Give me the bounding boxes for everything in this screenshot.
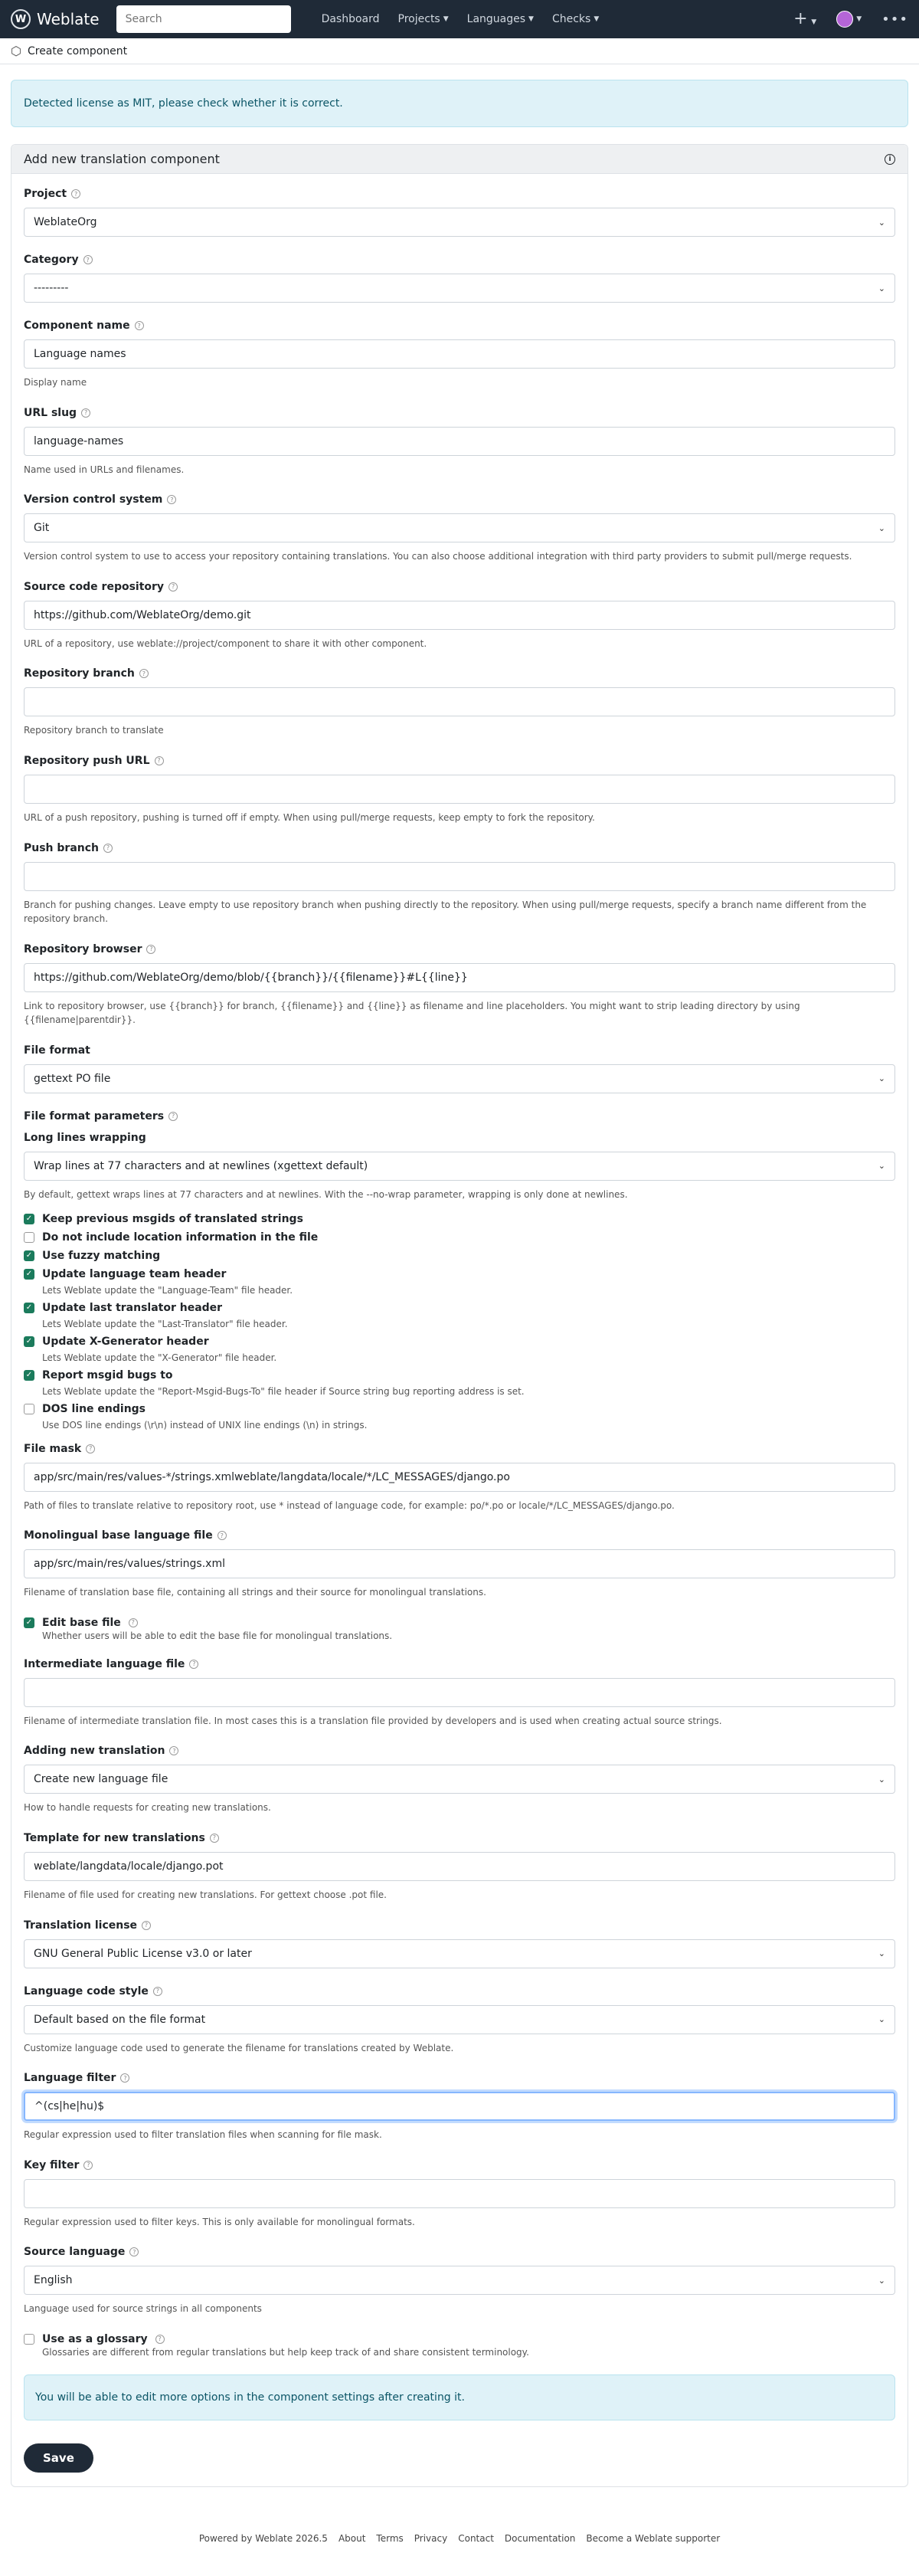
repo-branch-input[interactable] xyxy=(24,687,895,716)
help-icon[interactable]: ? xyxy=(139,669,149,678)
category-select[interactable]: --------- ⌄ xyxy=(24,274,895,303)
component-name-label: Component name xyxy=(24,320,130,332)
repo-browser-help: Link to repository browser, use {{branch}} for branch, {{filename}} and {{line}} as filename and line placeholders. You might want to strip leading directory by using {{filename|parentdir}}. xyxy=(24,1000,800,1026)
nav-dashboard[interactable]: Dashboard xyxy=(321,13,380,25)
help-icon[interactable]: ? xyxy=(155,2335,165,2344)
user-menu[interactable]: ▼ xyxy=(836,11,862,28)
push-url-help: URL of a push repository, pushing is turned off if empty. When using pull/merge requests, keep empty to fork the repository. xyxy=(24,811,595,823)
key-filter-group xyxy=(24,2159,895,2230)
check-help: Lets Weblate update the "Language-Team" file header. xyxy=(42,1284,293,1296)
lang-filter-input[interactable]: ^(cs|he|hu)$ xyxy=(24,2092,895,2121)
license-alert: Detected license as MIT, please check whether it is correct. xyxy=(11,80,908,127)
help-icon[interactable]: ? xyxy=(217,1531,227,1540)
create-component-card xyxy=(11,144,908,2487)
add-menu[interactable]: + ▼ xyxy=(793,9,817,28)
long-lines-label: Long lines wrapping xyxy=(24,1131,146,1144)
chevron-down-icon: ⌄ xyxy=(878,1073,885,1084)
help-icon[interactable]: ? xyxy=(135,321,144,330)
edit-more-alert: You will be able to edit more options in the component settings after creating it. xyxy=(24,2374,895,2420)
help-icon[interactable]: ? xyxy=(155,756,164,765)
help-icon[interactable]: ? xyxy=(210,1834,219,1843)
lang-code-style-group xyxy=(24,1985,895,2056)
footer-link-privacy[interactable]: Privacy xyxy=(414,2532,448,2544)
mono-base-input[interactable]: app/src/main/res/values/strings.xml xyxy=(24,1549,895,1578)
help-icon[interactable]: ? xyxy=(120,2073,129,2083)
adding-new-select[interactable]: Create new language file ⌄ xyxy=(24,1765,895,1794)
checkbox-checked-icon[interactable]: ✓ xyxy=(24,1617,34,1628)
source-repo-label: Source code repository xyxy=(24,580,165,593)
check-report-bugs[interactable]: ✓ Report msgid bugs to xyxy=(24,1369,895,1381)
push-branch-input[interactable] xyxy=(24,862,895,891)
component-name-input[interactable]: Language names xyxy=(24,339,895,369)
help-icon[interactable]: ? xyxy=(129,1618,138,1627)
mono-base-group xyxy=(24,1529,895,1600)
checkbox-empty-icon[interactable] xyxy=(24,1232,34,1243)
check-dos-endings[interactable]: DOS line endings xyxy=(24,1403,895,1415)
help-icon[interactable]: ? xyxy=(168,1112,178,1121)
chevron-down-icon: ⌄ xyxy=(878,1774,885,1785)
footer-link-supporter[interactable]: Become a Weblate supporter xyxy=(586,2532,721,2544)
category-group xyxy=(24,254,895,303)
vcs-group xyxy=(24,493,895,564)
nav-projects[interactable]: Projects ▼ xyxy=(397,13,449,25)
push-branch-group xyxy=(24,842,895,926)
chevron-down-icon: ⌄ xyxy=(878,217,885,228)
repo-browser-group xyxy=(24,943,895,1027)
component-name-group xyxy=(24,320,895,390)
info-icon[interactable]: i xyxy=(885,154,895,165)
checkbox-empty-icon[interactable] xyxy=(24,2334,34,2345)
vcs-select[interactable]: Git ⌄ xyxy=(24,513,895,542)
intermediate-group xyxy=(24,1658,895,1729)
glossary-help: Glossaries are different from regular translations but help keep track of and share consistent terminology. xyxy=(42,2346,529,2358)
adding-new-help: How to handle requests for creating new translations. xyxy=(24,1802,271,1814)
footer-link-about[interactable]: About xyxy=(338,2532,366,2544)
source-lang-select[interactable]: English ⌄ xyxy=(24,2266,895,2295)
lang-filter-group xyxy=(24,2072,895,2142)
footer-link-contact[interactable]: Contact xyxy=(458,2532,494,2544)
page-title: Create component xyxy=(27,44,128,57)
nav-languages[interactable]: Languages ▼ xyxy=(466,13,534,25)
push-branch-label: Push branch xyxy=(24,841,100,854)
edit-base-help: Whether users will be able to edit the base file for monolingual translations. xyxy=(42,1630,393,1641)
lang-code-style-select[interactable]: Default based on the file format ⌄ xyxy=(24,2005,895,2034)
template-new-label: Template for new translations xyxy=(24,1831,205,1844)
checkbox-checked-icon[interactable]: ✓ xyxy=(24,1214,34,1224)
help-icon[interactable]: ? xyxy=(81,408,90,418)
glossary-group xyxy=(24,2333,895,2358)
lang-filter-label: Language filter xyxy=(24,2072,116,2085)
url-slug-help: Name used in URLs and filenames. xyxy=(24,464,185,475)
license-select[interactable]: GNU General Public License v3.0 or later ⌄ xyxy=(24,1939,895,1968)
check-language-team[interactable]: ✓ Update language team header xyxy=(24,1268,895,1280)
check-help: Lets Weblate update the "Report-Msgid-Bugs-To" file header if Source string bug reporting address is set. xyxy=(42,1385,525,1397)
mono-base-label: Monolingual base language file xyxy=(24,1529,213,1542)
check-glossary[interactable]: Use as a glossary ? xyxy=(24,2333,895,2345)
template-new-input[interactable]: weblate/langdata/locale/django.pot xyxy=(24,1852,895,1881)
file-mask-label: File mask xyxy=(24,1442,82,1455)
file-mask-help: Path of files to translate relative to repository root, use * instead of language code, for example: po/*.po or locale/*/LC_MESSAGES/django.po. xyxy=(24,1499,675,1511)
chevron-down-icon: ⌄ xyxy=(878,2275,885,2286)
file-format-params-label: File format parameters xyxy=(24,1109,165,1122)
key-filter-label: Key filter xyxy=(24,2158,80,2171)
help-icon[interactable]: ? xyxy=(71,189,80,198)
breadcrumb xyxy=(0,38,919,64)
adding-new-group xyxy=(24,1745,895,1815)
repo-branch-group xyxy=(24,667,895,738)
nav-checks[interactable]: Checks ▼ xyxy=(551,13,600,25)
check-fuzzy[interactable]: ✓ Use fuzzy matching xyxy=(24,1250,895,1262)
help-icon[interactable]: ? xyxy=(169,1746,178,1755)
repo-branch-help: Repository branch to translate xyxy=(24,725,164,736)
chevron-down-icon: ⌄ xyxy=(878,1161,885,1172)
card-title: Add new translation component xyxy=(24,152,220,166)
project-select[interactable]: WeblateOrg ⌄ xyxy=(24,208,895,237)
help-icon[interactable]: ? xyxy=(168,582,178,592)
component-name-help: Display name xyxy=(24,377,87,388)
check-keep-previous[interactable]: ✓ Keep previous msgids of translated strings xyxy=(24,1213,895,1225)
chevron-down-icon: ⌄ xyxy=(878,523,885,533)
push-branch-help: Branch for pushing changes. Leave empty to use repository branch when pushing directly to the repository. When using pull/merge requests, specify a branch name different from the repository branch. xyxy=(24,899,867,925)
file-format-select[interactable]: gettext PO file ⌄ xyxy=(24,1064,895,1093)
help-icon[interactable]: ? xyxy=(142,1921,151,1930)
chevron-down-icon: ⌄ xyxy=(878,2014,885,2024)
source-repo-input[interactable]: https://github.com/WeblateOrg/demo.git xyxy=(24,601,895,630)
checkbox-checked-icon[interactable]: ✓ xyxy=(24,1303,34,1313)
file-format-group xyxy=(24,1044,895,1093)
cube-icon: ⬡ xyxy=(11,44,21,58)
project-label: Project xyxy=(24,188,67,200)
help-icon[interactable]: ? xyxy=(83,255,93,264)
push-url-input[interactable] xyxy=(24,775,895,804)
footer xyxy=(11,2533,908,2544)
checkbox-empty-icon[interactable] xyxy=(24,1404,34,1414)
url-slug-input[interactable]: language-names xyxy=(24,427,895,456)
help-icon[interactable]: ? xyxy=(103,844,113,853)
help-icon[interactable]: ? xyxy=(153,1987,162,1996)
long-lines-help: By default, gettext wraps lines at 77 characters and at newlines. With the --no-wrap parameter, wrapping is only done at newlines. xyxy=(24,1188,628,1200)
caret-down-icon: ▼ xyxy=(594,15,600,23)
check-edit-base[interactable]: ✓ Edit base file ? xyxy=(24,1617,895,1629)
long-lines-select[interactable]: Wrap lines at 77 characters and at newlines (xgettext default) ⌄ xyxy=(24,1152,895,1181)
vcs-label: Version control system xyxy=(24,493,163,506)
file-mask-group xyxy=(24,1443,895,1513)
brand[interactable] xyxy=(11,9,100,29)
push-url-label: Repository push URL xyxy=(24,754,150,767)
caret-down-icon: ▼ xyxy=(443,15,449,23)
license-group xyxy=(24,1919,895,1968)
footer-link-docs[interactable]: Documentation xyxy=(504,2532,576,2544)
help-icon[interactable]: ? xyxy=(146,945,155,954)
source-lang-help: Language used for source strings in all components xyxy=(24,2303,262,2315)
source-repo-group xyxy=(24,581,895,651)
source-lang-label: Source language xyxy=(24,2246,126,2259)
vcs-help: Version control system to use to access your repository containing translations. You can also choose additional integration with third party providers to submit pull/merge requests. xyxy=(24,551,852,562)
check-help: Lets Weblate update the "Last-Translator" file header. xyxy=(42,1318,288,1329)
repo-browser-label: Repository browser xyxy=(24,942,142,955)
help-icon[interactable]: ? xyxy=(189,1660,198,1669)
url-slug-group xyxy=(24,407,895,477)
help-icon[interactable]: ? xyxy=(167,495,176,504)
project-group xyxy=(24,188,895,237)
lang-code-style-label: Language code style xyxy=(24,1984,149,1998)
template-new-help: Filename of file used for creating new translations. For gettext choose .pot file. xyxy=(24,1889,387,1900)
help-icon[interactable]: ? xyxy=(83,2161,93,2170)
chevron-down-icon: ⌄ xyxy=(878,283,885,293)
help-icon[interactable]: ? xyxy=(129,2247,139,2256)
card-header xyxy=(11,145,908,174)
template-new-group xyxy=(24,1832,895,1903)
checkbox-checked-icon[interactable]: ✓ xyxy=(24,1370,34,1381)
license-label: Translation license xyxy=(24,1919,138,1932)
checkbox-checked-icon[interactable]: ✓ xyxy=(24,1269,34,1280)
help-icon[interactable]: ? xyxy=(86,1444,95,1454)
url-slug-label: URL slug xyxy=(24,406,77,419)
check-no-location[interactable]: Do not include location information in the file xyxy=(24,1231,895,1244)
check-last-translator[interactable]: ✓ Update last translator header xyxy=(24,1302,895,1314)
checkbox-checked-icon[interactable]: ✓ xyxy=(24,1336,34,1347)
key-filter-help: Regular expression used to filter keys. This is only available for monolingual formats. xyxy=(24,2216,415,2227)
lang-filter-help: Regular expression used to filter translation files when scanning for file mask. xyxy=(24,2129,382,2141)
caret-down-icon: ▼ xyxy=(528,15,534,23)
intermediate-input[interactable] xyxy=(24,1678,895,1707)
lang-code-style-help: Customize language code used to generate the filename for translations created by Weblate. xyxy=(24,2042,454,2053)
weblate-logo-icon: W xyxy=(11,9,31,29)
category-label: Category xyxy=(24,254,79,266)
file-mask-input[interactable]: app/src/main/res/values-*/strings.xmlweblate/langdata/locale/*/LC_MESSAGES/django.po xyxy=(24,1463,895,1492)
search-input[interactable] xyxy=(116,5,291,33)
repo-browser-input[interactable]: https://github.com/WeblateOrg/demo/blob/{{branch}}/{{filename}}#L{{line}} xyxy=(24,963,895,992)
save-button[interactable]: Save xyxy=(24,2443,93,2473)
key-filter-input[interactable] xyxy=(24,2179,895,2208)
checkbox-checked-icon[interactable]: ✓ xyxy=(24,1250,34,1261)
intermediate-help: Filename of intermediate translation file. In most cases this is a translation file provided by developers and is used when creating actual source strings. xyxy=(24,1715,722,1726)
push-url-group xyxy=(24,755,895,825)
footer-powered[interactable]: Powered by Weblate 2026.5 xyxy=(198,2532,328,2544)
file-format-label: File format xyxy=(24,1044,90,1057)
footer-link-terms[interactable]: Terms xyxy=(376,2532,404,2544)
edit-base-group xyxy=(24,1617,895,1641)
more-icon[interactable]: ••• xyxy=(881,11,908,28)
top-navbar xyxy=(0,0,919,38)
intermediate-label: Intermediate language file xyxy=(24,1657,185,1670)
check-help: Lets Weblate update the "X-Generator" file header. xyxy=(42,1352,277,1363)
repo-branch-label: Repository branch xyxy=(24,667,135,680)
file-format-params-group xyxy=(24,1110,895,1431)
chevron-down-icon: ⌄ xyxy=(878,1948,885,1958)
check-x-generator[interactable]: ✓ Update X-Generator header xyxy=(24,1336,895,1348)
brand-name: Weblate xyxy=(37,10,100,28)
avatar xyxy=(836,11,853,28)
source-lang-group xyxy=(24,2246,895,2316)
source-repo-help: URL of a repository, use weblate://project/component to share it with other component. xyxy=(24,637,427,649)
check-help: Use DOS line endings (\r\n) instead of UNIX line endings (\n) in strings. xyxy=(42,1419,368,1431)
plus-icon: + xyxy=(793,9,808,28)
mono-base-help: Filename of translation base file, containing all strings and their source for monolingual translations. xyxy=(24,1587,486,1598)
adding-new-label: Adding new translation xyxy=(24,1745,165,1758)
